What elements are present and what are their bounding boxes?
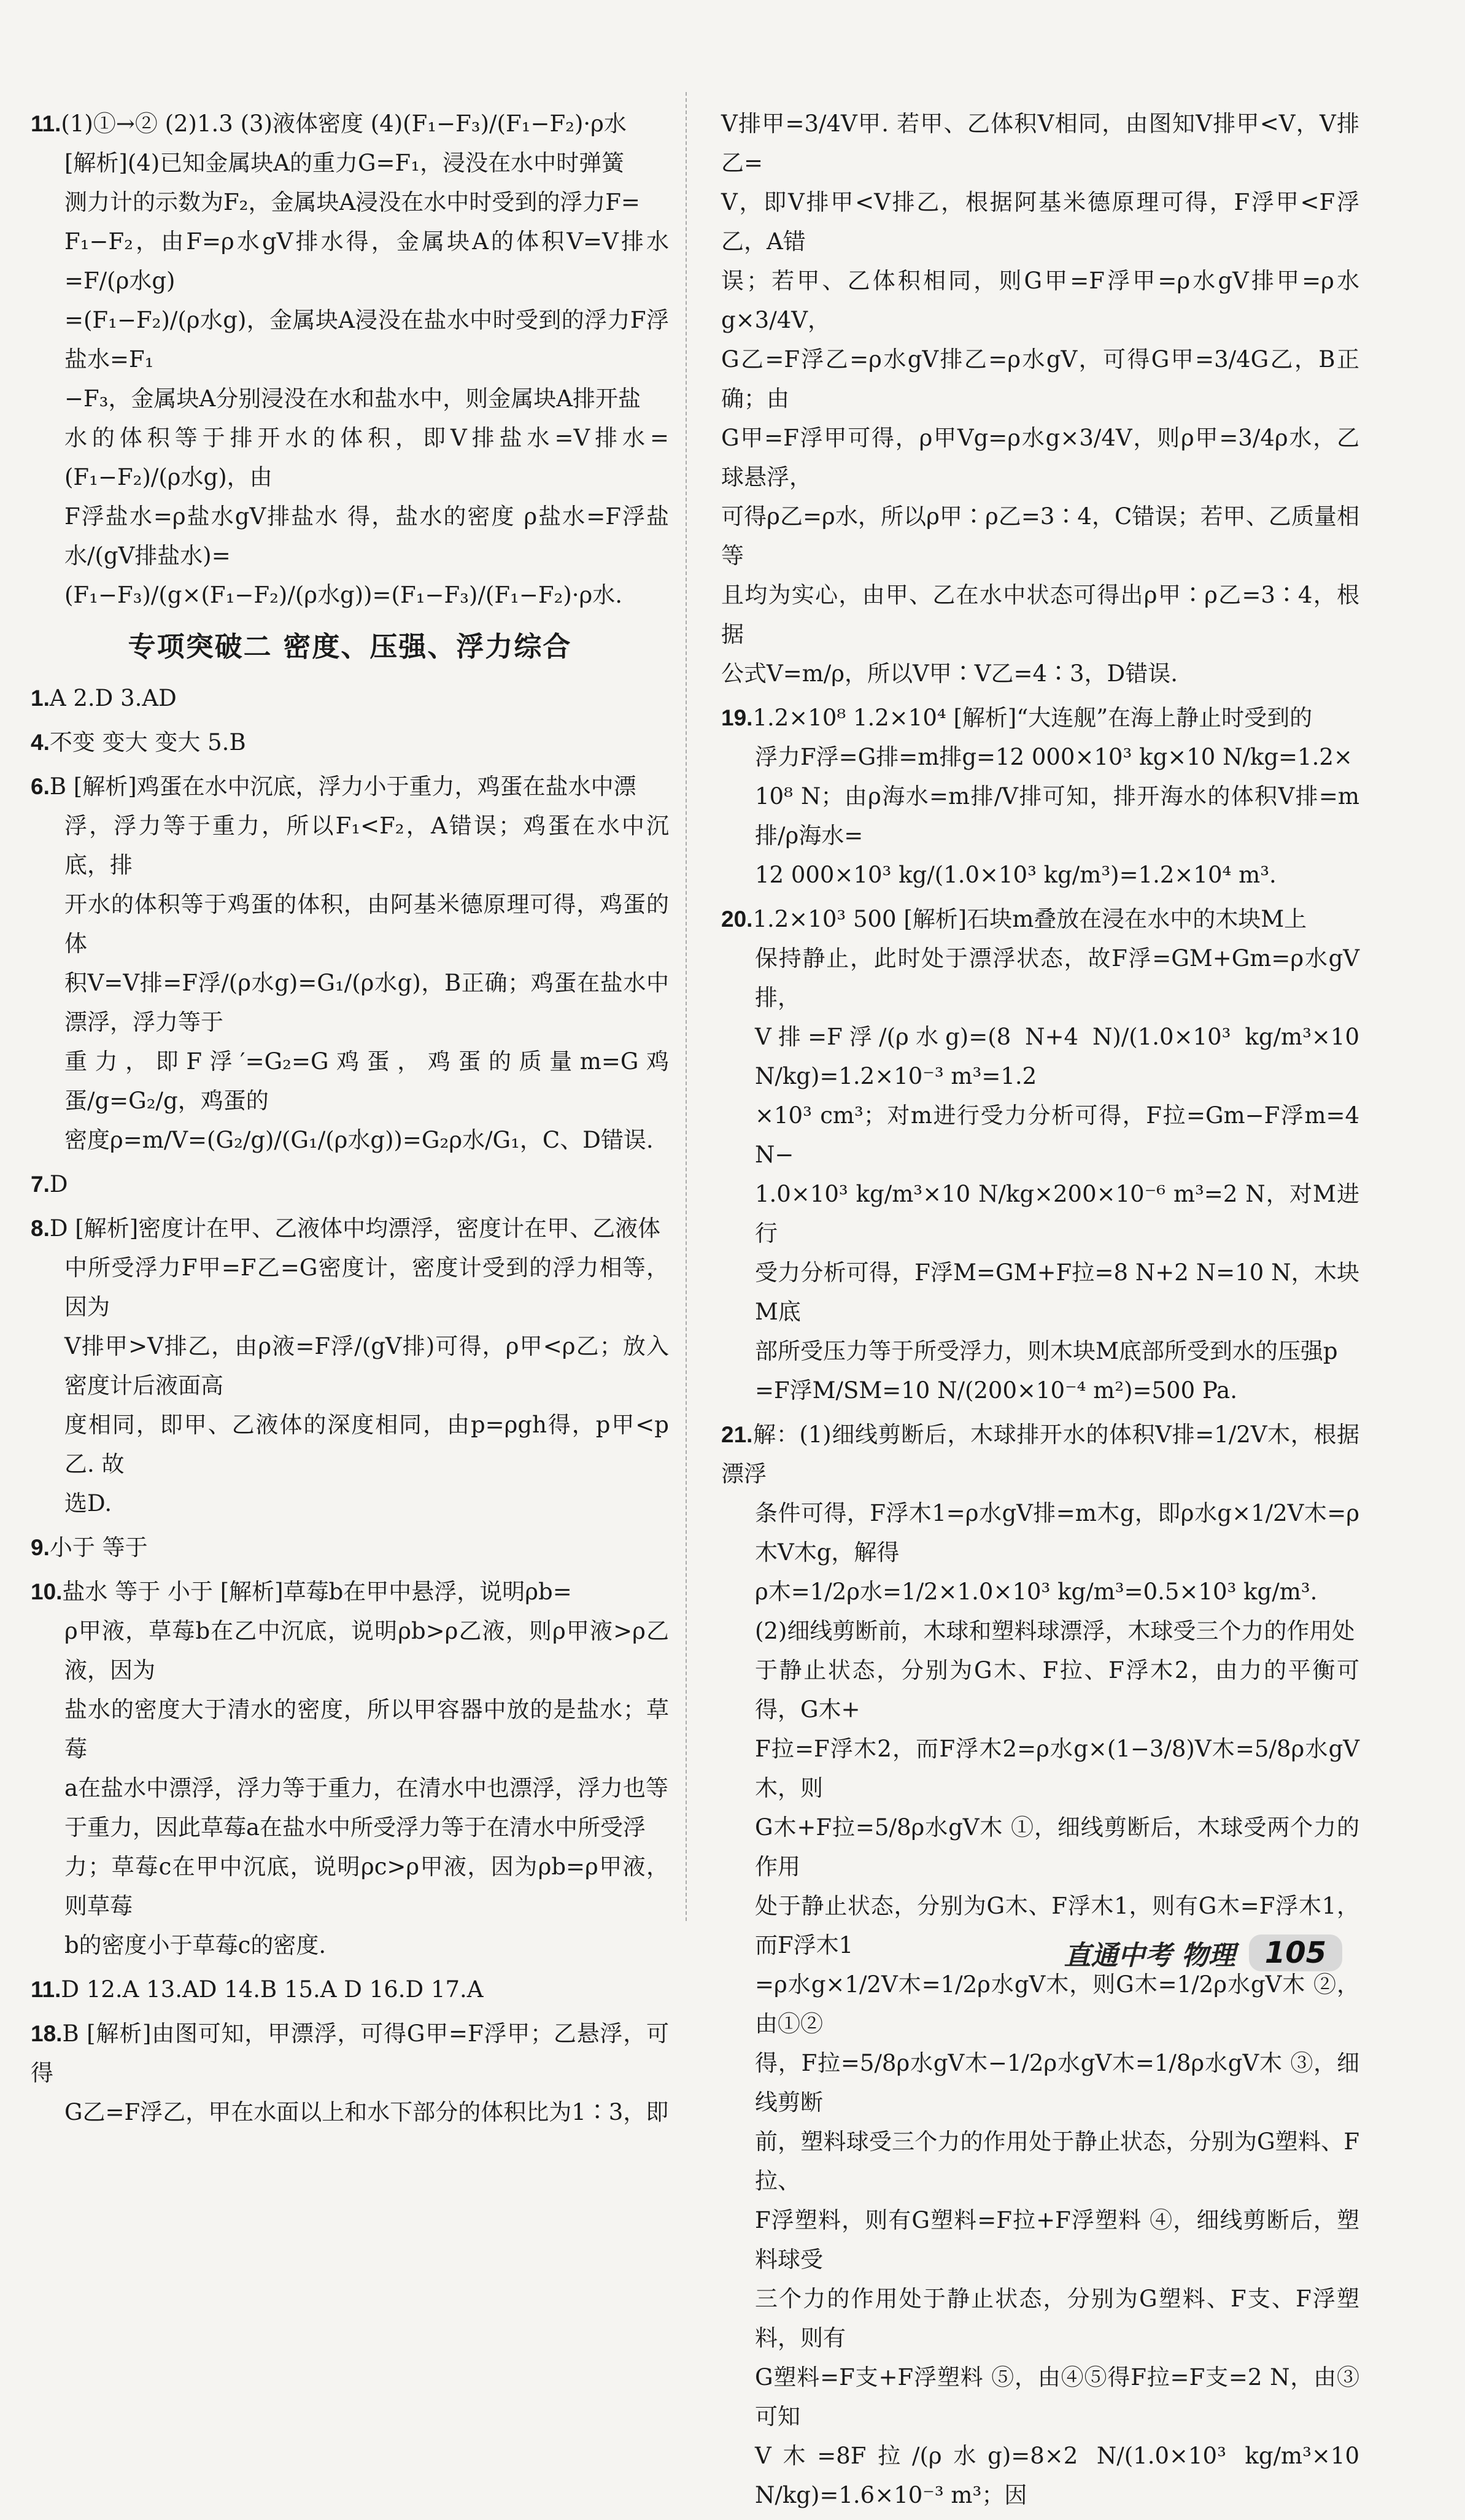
answer-line: 三个力的作用处于静止状态，分别为G塑料、F支、F浮塑料，则有: [755, 2286, 1359, 2351]
answer-item: [31, 2014, 669, 2132]
answer-text: B [解析]鸡蛋在水中沉底，浮力小于重力，鸡蛋在盐水中漂: [49, 773, 636, 800]
answer-text: 不变 变大 变大 5.B: [49, 729, 246, 756]
answer-line: 盐水的密度大于清水的密度，所以甲容器中放的是盐水；草莓: [64, 1696, 669, 1762]
answer-text: A 2.D 3.AD: [49, 685, 177, 711]
answer-line: [解析](4)已知金属块A的重力G=F₁，浸没在水中时弹簧: [64, 150, 625, 176]
answer-line: V排甲=3/4V甲. 若甲、乙体积V相同，由图知V排甲<V，V排乙=: [721, 110, 1359, 176]
answer-line: G甲=F浮甲可得，ρ甲Vg=ρ水g×3/4V，则ρ甲=3/4ρ水，乙球悬浮，: [721, 425, 1359, 490]
answer-text: D: [49, 1171, 68, 1197]
answer-line: 选D.: [64, 1490, 112, 1517]
answer-item: [31, 1572, 669, 1965]
answer-line: 1.0×10³ kg/m³×10 N/kg×200×10⁻⁶ m³=2 N，对M进行: [755, 1181, 1359, 1246]
answer-line: 开水的体积等于鸡蛋的体积，由阿基米德原理可得，鸡蛋的体: [64, 891, 669, 957]
answer-line: 保持静止，此时处于漂浮状态，故F浮=GM+Gm=ρ水gV排，: [755, 945, 1359, 1011]
answer-line: [31, 723, 669, 762]
answer-line: G塑料=F支+F浮塑料 ⑤，由④⑤得F拉=F支=2 N，由③可知: [755, 2364, 1359, 2430]
answer-item: [31, 1209, 669, 1523]
answer-line: (F₁−F₃)/(g×(F₁−F₂)/(ρ水g))=(F₁−F₃)/(F₁−F₂)·ρ水.: [64, 582, 623, 608]
answer-line: 水的体积等于排开水的体积，即V排盐水=V排水=(F₁−F₂)/(ρ水g)，由: [64, 425, 669, 490]
answer-line: 误；若甲、乙体积相同，则G甲=F浮甲=ρ水gV排甲=ρ水g×3/4V，: [721, 268, 1359, 333]
answer-line: [721, 698, 1359, 738]
answer-text: B [解析]由图可知，甲漂浮，可得G甲=F浮甲；乙悬浮，可得: [31, 2020, 669, 2086]
answer-text: 盐水 等于 小于 [解析]草莓b在甲中悬浮，说明ρb=: [62, 1579, 572, 1605]
question-number: 11.: [31, 1977, 61, 2002]
answer-line: 于重力，因此草莓a在盐水中所受浮力等于在清水中所受浮: [64, 1814, 646, 1841]
answer-text: D 12.A 13.AD 14.B 15.A D 16.D 17.A: [61, 1976, 484, 2003]
answer-item: [31, 723, 669, 762]
answer-text: 解：(1)细线剪断后，木球排开水的体积V排=1/2V木，根据漂浮: [721, 1421, 1359, 1487]
answer-line: =(F₁−F₂)/(ρ水g)，金属块A浸没在盐水中时受到的浮力F浮盐水=F₁: [64, 307, 669, 373]
answer-text: 1.2×10⁸ 1.2×10⁴ [解析]“大连舰”在海上静止时受到的: [752, 705, 1313, 731]
answer-line: 处于静止状态，分别为G木、F浮木1，则有G木=F浮木1，而F浮木1: [755, 1893, 1359, 1958]
column-divider: [686, 92, 687, 1921]
question-number: 9.: [31, 1535, 50, 1560]
answer-line: 重力，即F浮′=G₂=G鸡蛋，鸡蛋的质量m=G鸡蛋/g=G₂/g，鸡蛋的: [64, 1048, 669, 1114]
question-number: 10.: [31, 1579, 63, 1604]
answer-line: [721, 900, 1359, 939]
answer-line: 10⁸ N；由ρ海水=m排/V排可知，排开海水的体积V排=m排/ρ海水=: [755, 783, 1359, 849]
answer-line: [31, 104, 669, 144]
answer-line: =F浮M/SM=10 N/(200×10⁻⁴ m²)=500 Pa.: [755, 1377, 1237, 1404]
answer-line: 12 000×10³ kg/(1.0×10³ kg/m³)=1.2×10⁴ m³.: [755, 862, 1277, 888]
answer-line: 浮力F浮=G排=m排g=12 000×10³ kg×10 N/kg=1.2×: [755, 744, 1353, 770]
answer-line: 密度ρ=m/V=(G₂/g)/(G₁/(ρ水g))=G₂ρ水/G₁，C、D错误.: [64, 1127, 654, 1153]
answer-line: 测力计的示数为F₂，金属块A浸没在水中时受到的浮力F=: [64, 189, 640, 215]
answer-line: 条件可得，F浮木1=ρ水gV排=m木g，即ρ水g×1/2V木=ρ木V木g，解得: [755, 1500, 1359, 1566]
answer-line: [31, 1572, 669, 1612]
answer-line: [31, 1165, 669, 1204]
answer-line: [721, 1415, 1359, 1494]
question-number: 21.: [721, 1422, 753, 1447]
answer-line: 于静止状态，分别为G木、F拉、F浮木2，由力的平衡可得，G木+: [755, 1657, 1359, 1723]
answer-line: =ρ水g×1/2V木=1/2ρ水gV木，则G木=1/2ρ水gV木 ②，由①②: [755, 1971, 1359, 2037]
answer-line: F浮盐水=ρ盐水gV排盐水 得，盐水的密度 ρ盐水=F浮盐水/(gV排盐水)=: [64, 503, 669, 569]
question-number: 20.: [721, 906, 753, 932]
answer-line: b的密度小于草莓c的密度.: [64, 1932, 327, 1958]
answer-item: [31, 1165, 669, 1204]
answer-line: 力；草莓c在甲中沉底，说明ρc>ρ甲液，因为ρb=ρ甲液，则草莓: [64, 1853, 669, 1919]
answer-line: 前，塑料球受三个力的作用处于静止状态，分别为G塑料、F拉、: [755, 2128, 1359, 2194]
answer-line: 且均为实心，由甲、乙在水中状态可得出ρ甲∶ρ乙=3∶4，根据: [721, 582, 1359, 647]
answer-line: 公式V=m/ρ，所以V甲∶V乙=4∶3，D错误.: [721, 660, 1178, 687]
answer-line: V，即V排甲<V排乙，根据阿基米德原理可得，F浮甲<F浮乙，A错: [721, 189, 1359, 255]
answer-line: ρ木=1/2ρ水=1/2×1.0×10³ kg/m³=0.5×10³ kg/m³.: [755, 1579, 1318, 1605]
answer-line: 部所受压力等于所受浮力，则木块M底部所受到水的压强p: [755, 1338, 1338, 1364]
answer-line: 受力分析可得，F浮M=GM+F拉=8 N+2 N=10 N，木块M底: [755, 1259, 1359, 1325]
section-title: 专项突破二 密度、压强、浮力综合: [128, 630, 572, 663]
answer-item: [721, 900, 1359, 1410]
answer-line: 度相同，即甲、乙液体的深度相同，由p=ρgh得，p甲<p乙. 故: [64, 1412, 669, 1477]
answer-item: [31, 767, 669, 1160]
answer-line: V木=8F拉/(ρ水g)=8×2 N/(1.0×10³ kg/m³×10 N/kg)=1.6×10⁻³ m³；因: [755, 2443, 1359, 2508]
answer-text: 小于 等于: [49, 1534, 148, 1561]
question-number: 6.: [31, 774, 50, 799]
answer-text: D [解析]密度计在甲、乙液体中均漂浮，密度计在甲、乙液体: [49, 1215, 661, 1242]
question-number: 1.: [31, 686, 50, 711]
answer-line: ρ甲液，草莓b在乙中沉底，说明ρb>ρ乙液，则ρ甲液>ρ乙液，因为: [64, 1618, 669, 1683]
answer-line: a在盐水中漂浮，浮力等于重力，在清水中也漂浮，浮力也等: [64, 1775, 669, 1801]
answer-line: [31, 679, 669, 718]
answer-line: [31, 1528, 669, 1567]
answer-line: (2)细线剪断前，木球和塑料球漂浮，木球受三个力的作用处: [755, 1618, 1355, 1644]
answer-line: V排=F浮/(ρ水g)=(8 N+4 N)/(1.0×10³ kg/m³×10 N/kg)=1.2×10⁻³ m³=1.2: [755, 1024, 1359, 1089]
answer-item: [31, 1970, 669, 2009]
answer-item: [31, 1528, 669, 1567]
answer-line: 积V=V排=F浮/(ρ水g)=G₁/(ρ水g)，B正确；鸡蛋在盐水中漂浮，浮力等于: [64, 970, 669, 1035]
answer-line: G木+F拉=5/8ρ水gV木 ①，细线剪断后，木球受两个力的作用: [755, 1814, 1359, 1880]
answer-line: ×10³ cm³；对m进行受力分析可得，F拉=Gm−F浮m=4 N−: [755, 1102, 1359, 1168]
answer-line: 浮，浮力等于重力，所以F₁<F₂，A错误；鸡蛋在水中沉底，排: [64, 813, 669, 878]
answer-item: [721, 698, 1359, 895]
answer-line: [31, 1209, 669, 1248]
answer-line: V排甲>V排乙，由ρ液=F浮/(gV排)可得，ρ甲<ρ乙；放入密度计后液面高: [64, 1333, 669, 1399]
answer-item: [31, 679, 669, 718]
question-number: 11.: [31, 111, 61, 136]
answer-line: G乙=F浮乙，甲在水面以上和水下部分的体积比为1∶3，即: [64, 2099, 669, 2125]
answer-line: [31, 1970, 669, 2009]
answer-item: [31, 104, 669, 615]
question-number: 4.: [31, 730, 50, 755]
footer-brand: 直通中考 物理: [1064, 1940, 1235, 1971]
answer-line: 中所受浮力F甲=F乙=G密度计，密度计受到的浮力相等，因为: [64, 1254, 669, 1320]
page-footer: [1064, 1933, 1342, 1973]
answer-line: 可得ρ乙=ρ水，所以ρ甲∶ρ乙=3∶4，C错误；若甲、乙质量相等: [721, 503, 1359, 569]
question-number: 18.: [31, 2021, 63, 2046]
right-column: [721, 104, 1359, 2520]
question-number: 19.: [721, 705, 753, 730]
question-number: 8.: [31, 1216, 50, 1241]
answer-line: −F₃，金属块A分别浸没在水和盐水中，则金属块A排开盐: [64, 385, 641, 412]
page-number: 105: [1249, 1934, 1342, 1971]
answer-line: F浮塑料，则有G塑料=F拉+F浮塑料 ④，细线剪断后，塑料球受: [755, 2207, 1359, 2273]
left-column: [31, 104, 669, 2137]
answer-text: (1)①→② (2)1.3 (3)液体密度 (4)(F₁−F₃)/(F₁−F₂)·ρ水: [61, 110, 627, 137]
question-number: 7.: [31, 1172, 50, 1197]
answer-line: F₁−F₂，由F=ρ水gV排水得，金属块A的体积V=V排水=F/(ρ水g): [64, 228, 669, 294]
answer-line: G乙=F浮乙=ρ水gV排乙=ρ水gV，可得G甲=3/4G乙，B正确；由: [721, 346, 1359, 412]
answer-line: [31, 767, 669, 806]
answer-text: 1.2×10³ 500 [解析]石块m叠放在浸在水中的木块M上: [752, 906, 1307, 932]
answer-line: [31, 2014, 669, 2093]
answer-line: 得，F拉=5/8ρ水gV木−1/2ρ水gV木=1/8ρ水gV木 ③，细线剪断: [755, 2050, 1359, 2116]
answer-item: [721, 104, 1359, 694]
answer-line: F拉=F浮木2，而F浮木2=ρ水g×(1−3/8)V木=5/8ρ水gV木，则: [755, 1736, 1359, 1801]
